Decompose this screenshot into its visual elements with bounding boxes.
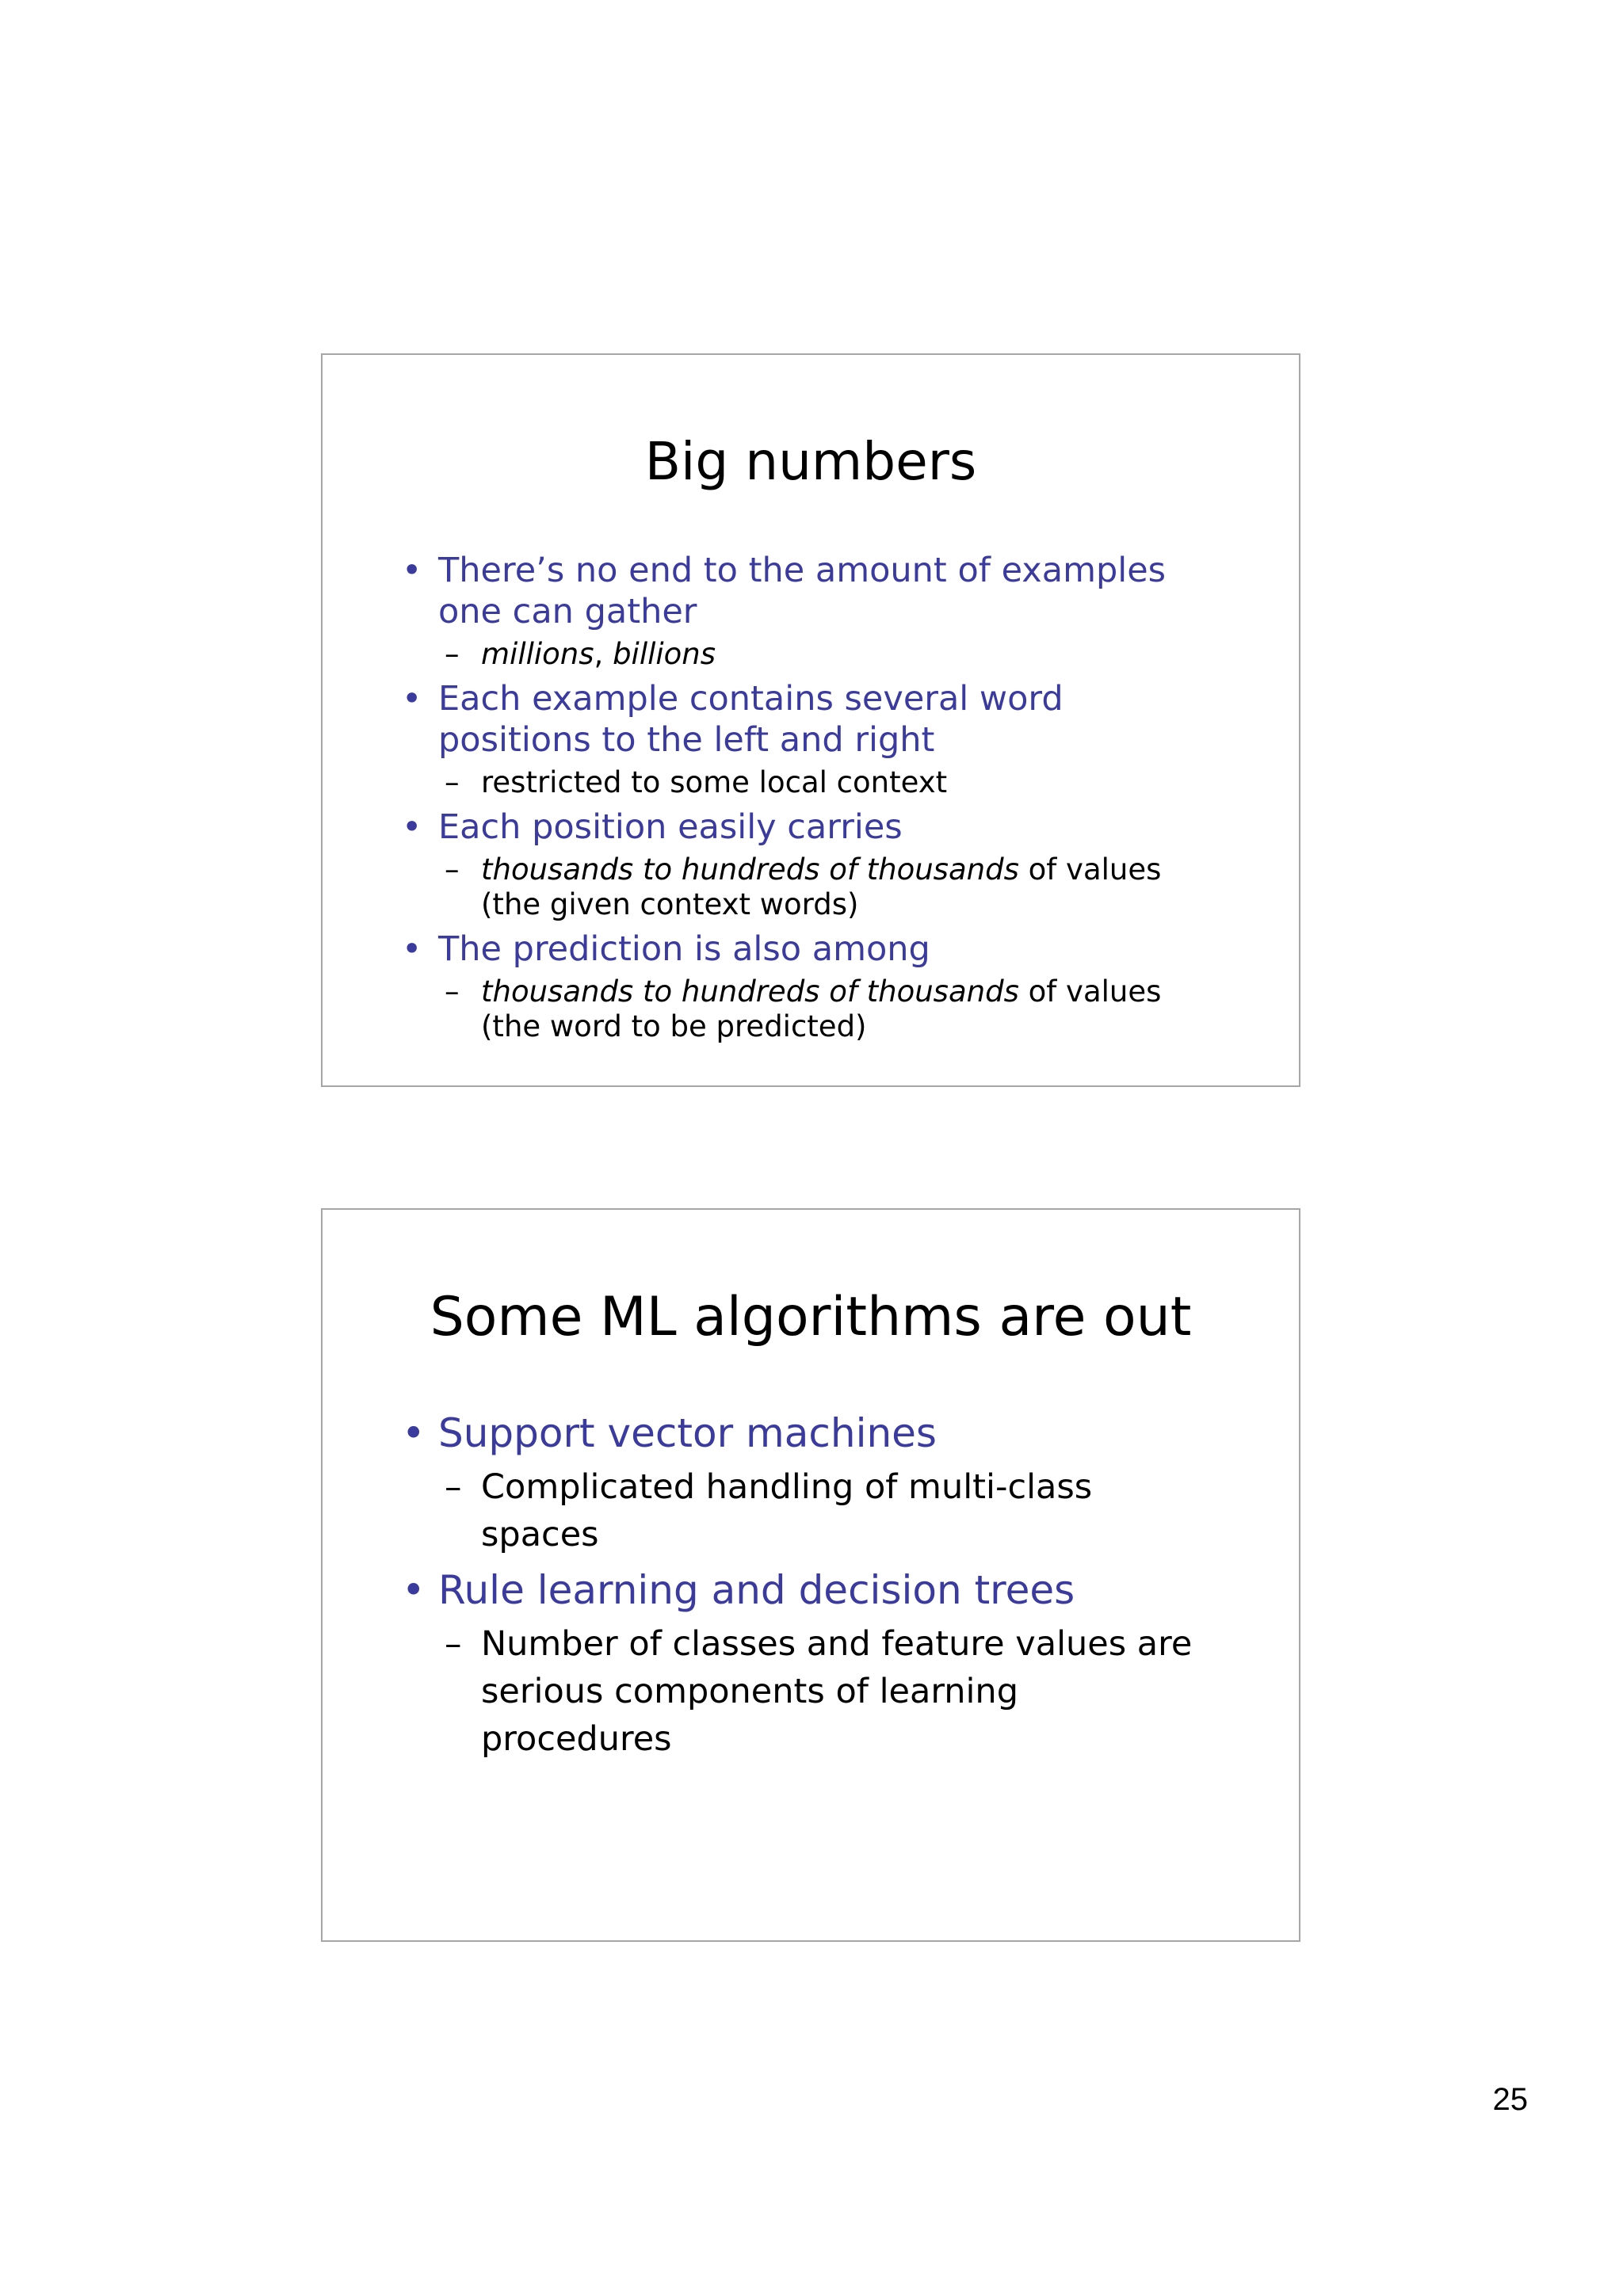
sub-text: restricted to some local context bbox=[481, 765, 948, 799]
bullet-item bbox=[402, 1566, 1220, 1614]
sub-item bbox=[402, 1463, 1220, 1558]
bullet-text: Support vector machines bbox=[438, 1410, 937, 1456]
sub-text-italic: thousands to hundreds of thousands bbox=[481, 974, 1019, 1009]
bullet-icon: • bbox=[402, 551, 422, 590]
bullet-text: Each position easily carries bbox=[438, 807, 903, 847]
dash-icon: – bbox=[445, 852, 460, 887]
bullet-list bbox=[402, 543, 1220, 1049]
sub-text: of values (the word to be predicted) bbox=[481, 974, 1162, 1043]
bullet-list bbox=[402, 1402, 1220, 1769]
sub-item bbox=[402, 852, 1220, 922]
slide-ml-algorithms bbox=[321, 1208, 1300, 1942]
sub-item bbox=[402, 765, 1220, 800]
dash-icon: – bbox=[445, 765, 460, 799]
bullet-icon: • bbox=[402, 1567, 426, 1613]
dash-icon: – bbox=[445, 1467, 462, 1507]
dash-icon: – bbox=[445, 974, 460, 1009]
bullet-text: Rule learning and decision trees bbox=[438, 1567, 1075, 1613]
sub-item bbox=[402, 974, 1220, 1044]
sub-item bbox=[402, 637, 1220, 672]
bullet-icon: • bbox=[402, 1410, 426, 1456]
bullet-text: The prediction is also among bbox=[438, 929, 930, 969]
sub-item bbox=[402, 1620, 1220, 1763]
page-number: 25 bbox=[1492, 2082, 1528, 2117]
sub-text: Number of classes and feature values are serious components of learning procedures bbox=[481, 1624, 1193, 1759]
slide-title: Big numbers bbox=[644, 431, 977, 492]
bullet-icon: • bbox=[402, 929, 422, 969]
slide-big-numbers bbox=[321, 353, 1300, 1087]
sub-text-italic: billions bbox=[613, 637, 716, 671]
bullet-icon: • bbox=[402, 807, 422, 847]
bullet-text: Each example contains several word positions to the left and right bbox=[438, 679, 1064, 760]
bullet-item bbox=[402, 1409, 1220, 1457]
bullet-text: There’s no end to the amount of examples one can gather bbox=[438, 551, 1167, 631]
slide-title: Some ML algorithms are out bbox=[430, 1286, 1192, 1348]
bullet-item bbox=[402, 678, 1220, 761]
sub-text-separator: , bbox=[594, 637, 613, 671]
bullet-item bbox=[402, 807, 1220, 848]
bullet-item bbox=[402, 929, 1220, 970]
sub-text-italic: thousands to hundreds of thousands bbox=[481, 852, 1019, 887]
sub-text-italic: millions bbox=[481, 637, 594, 671]
sub-text: Complicated handling of multi-class spaces bbox=[481, 1467, 1093, 1554]
dash-icon: – bbox=[445, 1624, 462, 1664]
bullet-item bbox=[402, 550, 1220, 632]
sub-text: of values (the given context words) bbox=[481, 852, 1162, 921]
dash-icon: – bbox=[445, 637, 460, 671]
bullet-icon: • bbox=[402, 679, 422, 719]
